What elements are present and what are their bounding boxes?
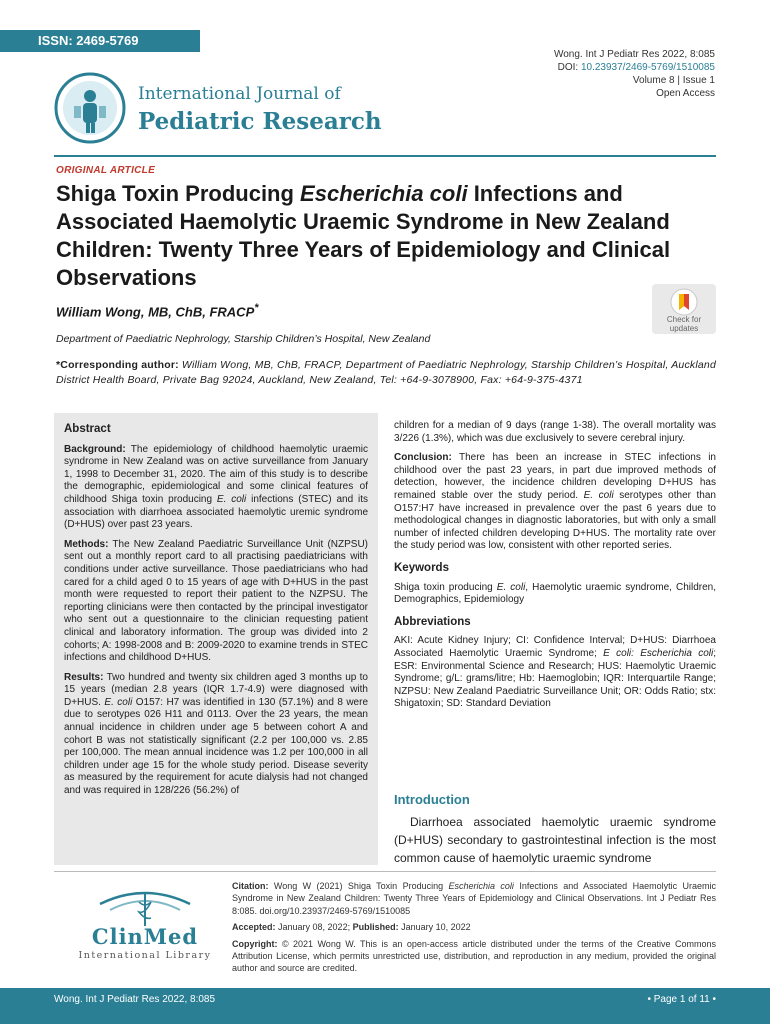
abstract-box: [54, 413, 378, 865]
abstract-background: [64, 444, 368, 532]
results-text-cont: O157: H7 was identified in 130 (57.1%) and 8 were due to serotypes 026 H11 and 0113. Over the 23 years, the mean annual incidence in children under age 5 between cohort A and cohort B was not statistically significant (2.2 per 100,000 vs. 2.85 per 100,000. The mean annual incidence was 1.2 per 100,000 in all children under age 15 for the whole study period. Disease severity as measured by the requirement for acute dialysis had not changed and was required in 128/226 (56.2%) of: [64, 696, 369, 797]
abstract-heading: Abstract: [64, 423, 111, 435]
keywords-part1: Shiga toxin producing: [394, 581, 497, 593]
keywords-part2: , Haemolytic uraemic syndrome, Children, Demographics, Epidemiology: [394, 581, 717, 606]
affiliation: Department of Paediatric Nephrology, Starship Children’s Hospital, New Zealand: [56, 333, 431, 345]
published-label: Published:: [352, 922, 399, 933]
abbrev-italic: E coli: Escherichia coli: [603, 647, 714, 659]
background-text: The epidemiology of childhood haemolytic uraemic syndrome in New Zealand was on active surveillance from January 1, 1998 to December 31, 2020. The aim of this study is to describe the demographic, epidemiological and some clinical features of childhood Shiga toxin producing: [64, 443, 368, 505]
results-continued: children for a median of 9 days (range 1-38). The overall mortality was 3/226 (1.3%), which was due exclusively to severe cerebral injury.: [394, 420, 716, 444]
accepted-label: Accepted:: [232, 922, 276, 933]
citation-label: Citation:: [232, 881, 269, 891]
open-access-label: Open Access: [656, 88, 715, 99]
title-part1: Shiga Toxin Producing: [56, 181, 301, 206]
title-part2: Infections and Associated Haemolytic Uraemic Syndrome in New Zealand Children: Twenty Three Years of Epidemiology and Clinical Observations: [56, 181, 671, 290]
doi-label: DOI:: [557, 62, 581, 73]
conclusion-text: There has been an increase in STEC infections in childhood over the past 23 years, in part due improved methods of detection, however, the incidence children developing D+HUS has remained stable over the study period.: [394, 452, 716, 501]
copyright-label: Copyright:: [232, 938, 278, 949]
keywords-italic: E. coli: [496, 581, 526, 593]
journal-logo-icon: [54, 72, 126, 144]
article-title: [56, 180, 716, 292]
footer-citation: Wong. Int J Pediatr Res 2022, 8:085: [54, 994, 216, 1005]
citation-italic: Escherichia coli: [448, 881, 514, 891]
corresponding-text: William Wong, MB, ChB, FRACP, Department of Paediatric Nephrology, Starship Children’s Hospital, Auckland District Health Board, Private Bag 92024, Auckland, New Zealand, Tel: +64-9-3078900, Fax: +64-9-375-4371: [56, 359, 716, 386]
copyright-text: © 2021 Wong W. This is an open-access article distributed under the terms of the Creative Commons Attribution License, which permits unrestricted use, distribution, and reproduction in any medium, provided the original author and source are credited.: [232, 938, 716, 974]
citation-paragraph: [232, 880, 716, 917]
introduction-text: Diarrhoea associated haemolytic uraemic syndrome (D+HUS) secondary to gastrointestinal infection is the most common cause of haemolytic uraemic syndrome: [394, 815, 716, 865]
accepted-date: January 08, 2022;: [275, 922, 353, 933]
introduction-heading: Introduction: [394, 792, 470, 807]
citation-short: Wong. Int J Pediatr Res 2022, 8:085: [553, 49, 715, 60]
background-label: Background:: [64, 443, 126, 455]
clinmed-logo: [60, 882, 230, 962]
conclusion-label: Conclusion:: [394, 452, 452, 464]
results-text: Two hundred and twenty six children aged 3 months up to 15 years (median 2.8 years (IQR 1.7-4.9) were diagnosed with D+HUS.: [64, 671, 368, 708]
publisher-tagline: International Library: [78, 950, 212, 961]
author-line: [56, 302, 258, 319]
check-updates-line1: Check for: [666, 315, 702, 324]
abbrev-part1: AKI: Acute Kidney Injury; CI: Confidence Interval; D+HUS: Diarrhoea Associated Haemolytic Uraemic Syndrome;: [394, 635, 716, 659]
methods-label: Methods:: [64, 538, 109, 550]
title-italic: Escherichia coli: [300, 181, 468, 206]
footer-bar: [0, 988, 770, 1024]
footer-divider: [54, 871, 716, 872]
background-italic: E. coli: [216, 493, 247, 505]
results-italic: E. coli: [104, 696, 133, 708]
methods-text: The New Zealand Paediatric Surveillance Unit (NZPSU) sent out a monthly report card to all practising paediatricians with conditions under active surveillance. Those paediatricians who had cared for a child aged 0 to 15 years of age with D+HUS in the past month were requested to report their patient to the NZPSU. The reporting clinicians were then contacted by the principal investigator who sent out a questionnaire to the clinician requesting patient clinical and laboratory information. The group was divided into 2 cohorts; A: 1998-2008 and B: 2009-2020 to examine trends in STEC infections and childhood D+HUS.: [64, 538, 368, 664]
check-for-updates-button[interactable]: [652, 284, 716, 334]
citation-block: [232, 880, 716, 979]
keywords-heading: Keywords: [394, 561, 449, 574]
corresponding-author: [56, 358, 716, 388]
right-column: [394, 420, 716, 718]
publisher-name: ClinMed: [91, 924, 199, 949]
abbreviations-text: [394, 635, 716, 711]
conclusion-italic: E. coli: [583, 489, 614, 501]
results-label: Results:: [64, 671, 104, 683]
journal-name-line1: International Journal of: [138, 84, 341, 104]
header-divider: [54, 155, 716, 157]
dates-paragraph: [232, 921, 716, 933]
check-updates-label: [652, 315, 716, 333]
author-superscript: *: [254, 302, 259, 314]
bookmark-icon: [669, 287, 699, 317]
volume-issue: Volume 8 | Issue 1: [632, 75, 715, 86]
abbrev-part2: ; ESR: Environmental Science and Research; HUS: Haemolytic Uraemic Syndrome; g/L: grams/litre; Hb: Haemoglobin; IQR: Interquartile Range; NZPSU: New Zealand Paediatric Surveillance Unit; OR: Odds Ratio; stx: Shigatoxin; SD: Standard Deviation: [394, 647, 717, 710]
journal-meta: [554, 48, 715, 100]
doi-line: [554, 61, 715, 74]
published-date: January 10, 2022: [398, 922, 471, 933]
journal-name-line2: Pediatric Research: [138, 108, 382, 135]
background-text-cont: infections (STEC) and its association with diarrhoea associated haemolytic uremic syndrome (D+HUS) over past 23 years.: [64, 493, 368, 531]
issn-banner: ISSN: 2469-5769: [0, 30, 200, 52]
copyright-paragraph: [232, 938, 716, 975]
doi-link[interactable]: 10.23937/2469-5769/1510085: [580, 62, 715, 73]
abstract-conclusion: [394, 452, 716, 553]
article-type: ORIGINAL ARTICLE: [56, 165, 156, 176]
corresponding-label: *Corresponding author:: [56, 359, 179, 371]
check-updates-line2: updates: [669, 324, 699, 333]
citation-text-cont: Infections and Associated Haemolytic Uraemic Syndrome in New Zealand Children: Twenty Three Years of Epidemiology and Clinical Observations. Int J Pediatr Res 8:085. doi.org/10.23937/2469-5769/1510085: [232, 881, 716, 916]
abstract-results: [64, 672, 368, 798]
citation-text: Wong W (2021) Shiga Toxin Producing: [268, 881, 449, 891]
abbreviations-heading: Abbreviations: [394, 615, 471, 628]
conclusion-text-cont: serotypes other than O157:H7 have increased in prevalence over the past 6 years due to methodological changes in diagnostic laboratories, but with only a small number of infected children developing D+HUS. The mortality rate over the study period was low, consistent with other reported series.: [394, 489, 716, 552]
abstract-methods: [64, 539, 368, 665]
author-name: William Wong, MB, ChB, FRACP: [56, 304, 255, 320]
keywords-text: [394, 582, 716, 607]
page-number: • Page 1 of 11 •: [647, 994, 716, 1005]
